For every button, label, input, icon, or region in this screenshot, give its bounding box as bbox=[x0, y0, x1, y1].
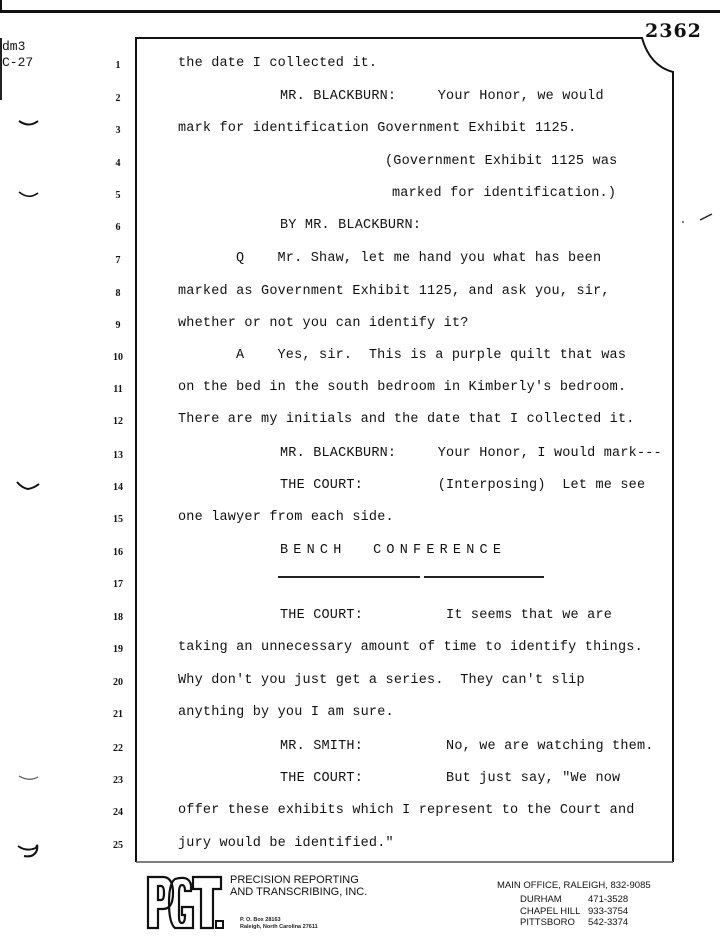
transcript-line: THE COURT: (Interposing) Let me see bbox=[280, 478, 646, 493]
line-number: 16 bbox=[113, 547, 123, 558]
transcript-line: taking an unnecessary amount of time to identify things. bbox=[178, 640, 643, 655]
line-number: 25 bbox=[113, 840, 123, 851]
line-number: 23 bbox=[113, 775, 123, 786]
transcript-line: offer these exhibits which I represent to the Court and bbox=[178, 803, 635, 818]
transcript-line: THE COURT: It seems that we are bbox=[280, 608, 613, 623]
line-number: 22 bbox=[113, 743, 123, 754]
line-number: 7 bbox=[115, 255, 121, 266]
line-number: 5 bbox=[115, 190, 121, 201]
line-number: 13 bbox=[113, 450, 123, 461]
top-edge-corner bbox=[0, 0, 2, 13]
bench-conference-underline bbox=[278, 576, 420, 578]
line-number: 18 bbox=[113, 612, 123, 623]
line-number: 17 bbox=[113, 579, 123, 590]
line-number: 11 bbox=[113, 384, 123, 395]
line-number: 6 bbox=[115, 222, 121, 233]
office-phone: 471-3528 bbox=[588, 894, 629, 905]
office-phone: 542-3374 bbox=[588, 917, 629, 928]
margin-check-mark bbox=[14, 188, 44, 204]
transcript-line: BY MR. BLACKBURN: bbox=[280, 218, 422, 233]
transcript-line: Why don't you just get a series. They can't slip bbox=[178, 673, 585, 688]
line-number: 4 bbox=[115, 158, 121, 169]
firm-address bbox=[240, 917, 318, 931]
transcript-line: mark for identification Government Exhibit 1125. bbox=[178, 121, 577, 136]
transcript-line: THE COURT: But just say, "We now bbox=[280, 771, 621, 786]
margin-note-reporter: dm3 bbox=[2, 39, 26, 54]
transcript-line: (Government Exhibit 1125 was bbox=[385, 154, 618, 169]
office-phone: 933-3754 bbox=[588, 905, 629, 917]
transcript-line: MR. BLACKBURN: Your Honor, we would bbox=[280, 89, 604, 104]
margin-check-mark bbox=[14, 116, 44, 132]
transcript-line: jury would be identified." bbox=[178, 836, 394, 851]
transcript-line: whether or not you can identify it? bbox=[178, 316, 469, 331]
line-number: 1 bbox=[115, 60, 121, 71]
transcript-line: the date I collected it. bbox=[178, 56, 378, 71]
address-line1: P. O. Box 28163 bbox=[240, 917, 281, 923]
office-city: PITTSBORO bbox=[520, 917, 575, 928]
transcript-line: on the bed in the south bedroom in Kimberly's bedroom. bbox=[178, 380, 627, 395]
margin-note-tape: C-27 bbox=[2, 55, 34, 70]
office-row bbox=[497, 906, 651, 918]
transcript-line: marked for identification.) bbox=[392, 186, 617, 201]
line-number: 2 bbox=[115, 93, 121, 104]
line-number: 10 bbox=[113, 352, 123, 363]
margin-check-mark bbox=[14, 840, 44, 862]
bench-conference-underline bbox=[424, 576, 544, 578]
line-number: 24 bbox=[113, 807, 123, 818]
transcript-line: MR. BLACKBURN: Your Honor, I would mark--- bbox=[280, 446, 662, 461]
office-city: CHAPEL HILL bbox=[520, 905, 581, 917]
transcript-line: one lawyer from each side. bbox=[178, 510, 394, 525]
transcript-line: Q Mr. Shaw, let me hand you what has been bbox=[236, 251, 602, 266]
line-number: 20 bbox=[113, 677, 123, 688]
page-number: 2362 bbox=[645, 20, 702, 42]
firm-name-line2: AND TRANSCRIBING, INC. bbox=[230, 886, 368, 898]
transcript-line: MR. SMITH: No, we are watching them. bbox=[280, 739, 654, 754]
firm-logo bbox=[145, 873, 225, 933]
office-directory bbox=[497, 880, 651, 929]
line-number: 9 bbox=[115, 320, 121, 331]
margin-check-mark bbox=[14, 479, 44, 495]
transcript-line: There are my initials and the date that I collected it. bbox=[178, 412, 635, 427]
line-number: 15 bbox=[113, 514, 123, 525]
line-number: 8 bbox=[115, 288, 121, 299]
transcript-line: marked as Government Exhibit 1125, and ask you, sir, bbox=[178, 284, 610, 299]
line-number: 12 bbox=[113, 416, 123, 427]
office-row bbox=[497, 894, 651, 906]
transcript-line: anything by you I am sure. bbox=[178, 705, 394, 720]
firm-name bbox=[230, 874, 367, 898]
line-number: 21 bbox=[113, 709, 123, 720]
margin-check-mark bbox=[14, 772, 44, 788]
line-number: 3 bbox=[115, 125, 121, 136]
firm-name-line1: PRECISION REPORTING bbox=[230, 874, 359, 886]
transcript-line: A Yes, sir. This is a purple quilt that was bbox=[236, 348, 627, 363]
main-office: MAIN OFFICE, RALEIGH, 832-9085 bbox=[497, 880, 651, 891]
office-city: DURHAM bbox=[520, 894, 562, 905]
top-edge-line bbox=[0, 10, 720, 13]
section-heading: BENCH CONFERENCE bbox=[280, 543, 507, 558]
line-number: 19 bbox=[113, 644, 123, 655]
line-number: 14 bbox=[113, 482, 123, 493]
office-row bbox=[497, 917, 651, 929]
address-line2: Raleigh, North Carolina 27611 bbox=[240, 924, 318, 930]
